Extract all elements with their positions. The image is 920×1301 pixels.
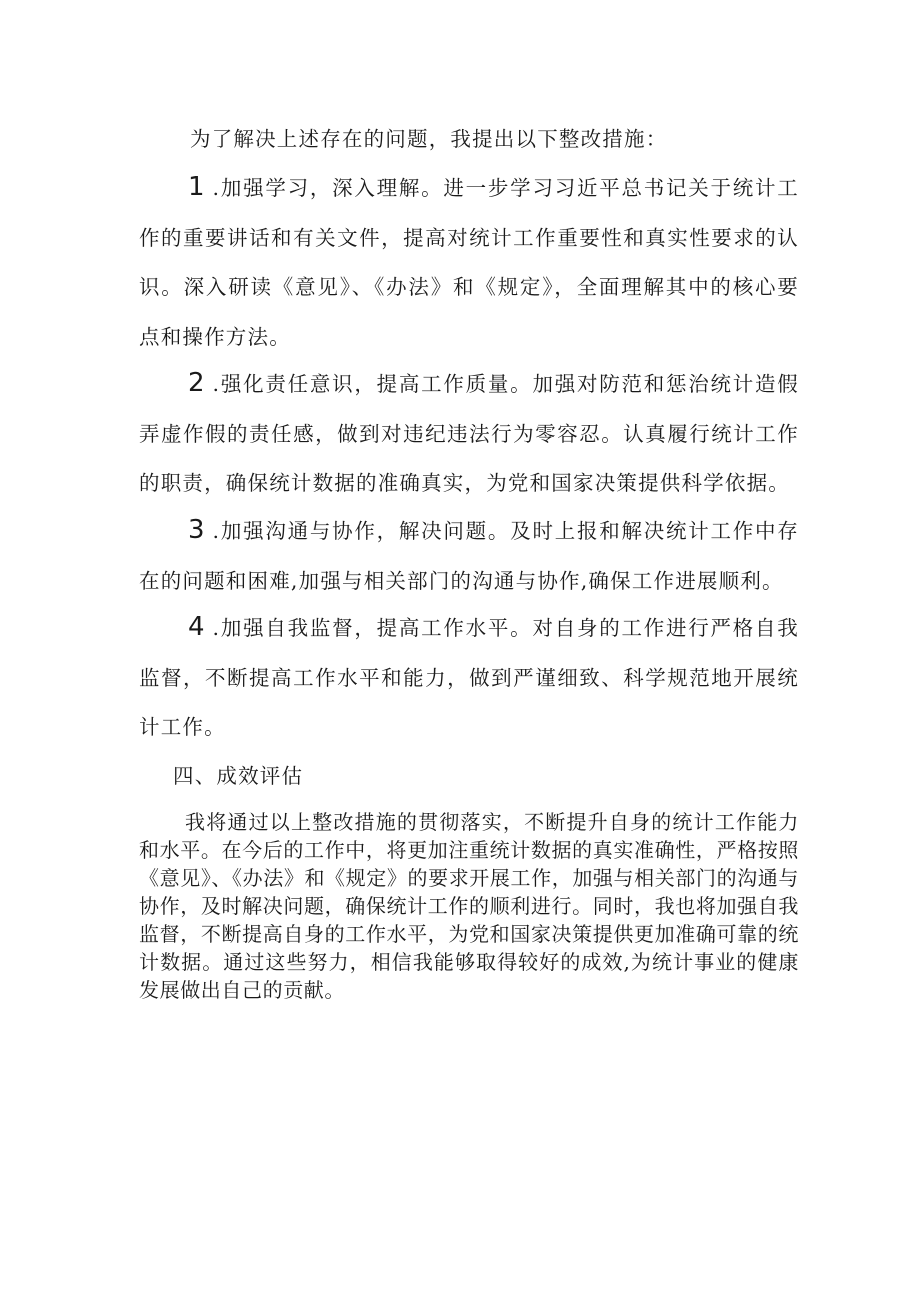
measure-number: 2 (188, 368, 205, 398)
measure-number: 3 (188, 515, 205, 545)
section-heading: 四、成效评估 (173, 764, 304, 788)
measure-item-1 (139, 163, 799, 362)
measure-number: 4 (188, 612, 205, 642)
measure-text: .强化责任意识，提高工作质量。加强对防范和惩治统计造假弄虚作假的责任感，做到对违纪违法行为零容忍。认真履行统计工作的职责，确保统计数据的准确真实，为党和国家决策提供科学依据。 (139, 372, 799, 495)
measure-text: .加强学习，深入理解。进一步学习习近平总书记关于统计工作的重要讲话和有关文件，提高对统计工作重要性和真实性要求的认识。深入研读《意见》、《办法》和《规定》，全面理解其中的核心要点和操作方法。 (139, 176, 799, 349)
measure-item-2 (139, 359, 799, 509)
measure-text: .加强沟通与协作，解决问题。及时上报和解决统计工作中存在的问题和困难,加强与相关部门的沟通与协作,确保工作进展顺利。 (139, 519, 799, 593)
measure-text: .加强自我监督，提高工作水平。对自身的工作进行严格自我监督，不断提高工作水平和能力，做到严谨细致、科学规范地开展统计工作。 (139, 616, 799, 739)
summary-paragraph: 我将通过以上整改措施的贯彻落实，不断提升自身的统计工作能力和水平。在今后的工作中，将更加注重统计数据的真实准确性，严格按照《意见》、《办法》和《规定》的要求开展工作，加强与相关部门的沟通与协作，及时解决问题，确保统计工作的顺利进行。同时，我也将加强自我监督，不断提高自身的工作水平，为党和国家决策提供更加准确可靠的统计数据。通过这些努力，相信我能够取得较好的成效,为统计事业的健康发展做出自己的贡献。 (139, 810, 799, 1002)
intro-paragraph: 为了解决上述存在的问题，我提出以下整改措施： (190, 127, 668, 151)
measure-number: 1 (188, 172, 205, 202)
measure-item-3 (139, 506, 799, 606)
measure-item-4 (139, 603, 799, 753)
